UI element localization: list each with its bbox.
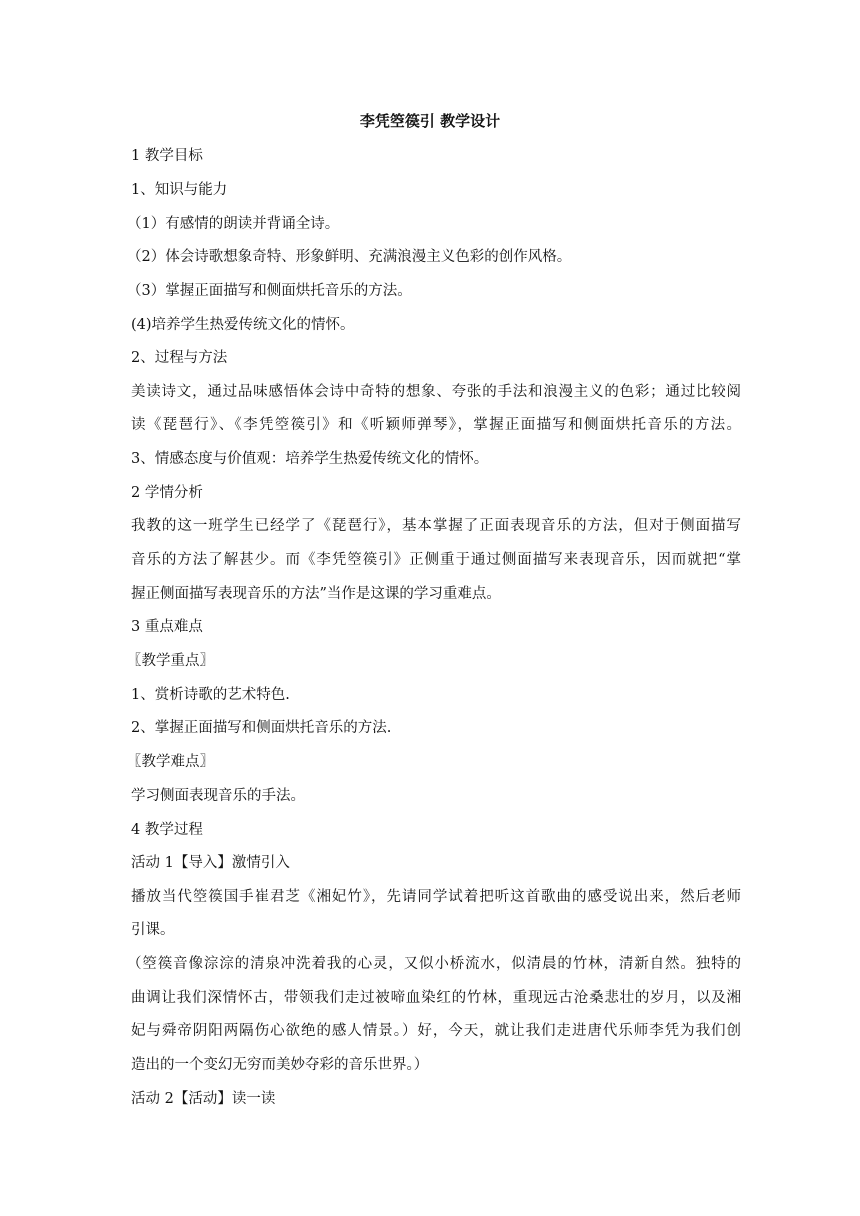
activity-heading-1: 活动 1【导入】激情引入 (131, 855, 290, 871)
paragraph-line: （箜篌音像淙淙的清泉冲洗着我的心灵，又似小桥流水，似清晨的竹林，清新自然。独特的 (127, 956, 741, 972)
section-heading-analysis: 2 学情分析 (131, 485, 203, 501)
objective-item-4: (4)培养学生热爱传统文化的情怀。 (131, 317, 355, 333)
document-title: 李凭箜篌引 教学设计 (359, 112, 501, 130)
section-heading-objectives: 1 教学目标 (131, 148, 203, 164)
subheading-knowledge: 1、知识与能力 (131, 182, 228, 198)
paragraph-line: 引课。 (131, 922, 175, 938)
paragraph-line: 握正侧面描写表现音乐的方法”当作是这课的学习重难点。 (131, 586, 501, 602)
paragraph-line: 曲调让我们深情怀古，带领我们走过被啼血染红的竹林，重现远古沧桑悲壮的岁月，以及湘 (131, 990, 741, 1006)
objective-item-1: （1）有感情的朗读并背诵全诗。 (127, 216, 340, 232)
paragraph-line: 造出的一个变幻无穷而美妙夺彩的音乐世界。） (131, 1057, 429, 1073)
paragraph-line: 妃与舜帝阴阳两隔伤心欲绝的感人情景。）好，今天，就让我们走进唐代乐师李凭为我们创 (131, 1023, 741, 1039)
subheading-emotion: 3、情感态度与价值观：培养学生热爱传统文化的情怀。 (131, 451, 489, 467)
paragraph-line: 读《琵琶行》、《李凭箜篌引》和《听颖师弹琴》，掌握正面描写和侧面烘托音乐的方法。 (131, 417, 741, 433)
paragraph-line: 美读诗文，通过品味感悟体会诗中奇特的想象、夸张的手法和浪漫主义的色彩；通过比较阅 (131, 384, 741, 400)
key-item-2: 2、掌握正面描写和侧面烘托音乐的方法. (131, 720, 392, 736)
section-heading-keypoints: 3 重点难点 (131, 619, 203, 635)
objective-item-2: （2）体会诗歌想象奇特、形象鲜明、充满浪漫主义色彩的创作风格。 (127, 249, 572, 265)
subheading-key: 〖教学重点〗 (127, 653, 214, 669)
subheading-difficulty: 〖教学难点〗 (127, 754, 214, 770)
paragraph-line: 我教的这一班学生已经学了《琵琶行》，基本掌握了正面表现音乐的方法，但对于侧面描写 (131, 518, 741, 534)
objective-item-3: （3）掌握正面描写和侧面烘托音乐的方法。 (127, 283, 412, 299)
paragraph-line: 播放当代箜篌国手崔君芝《湘妃竹》，先请同学试着把听这首歌曲的感受说出来，然后老师 (131, 889, 741, 905)
activity-heading-2: 活动 2【活动】读一读 (131, 1091, 276, 1107)
subheading-process: 2、过程与方法 (131, 350, 228, 366)
key-item-1: 1、赏析诗歌的艺术特色. (131, 687, 290, 703)
section-heading-process: 4 教学过程 (131, 822, 203, 838)
difficulty-item: 学习侧面表现音乐的手法。 (131, 788, 305, 804)
paragraph-line: 音乐的方法了解甚少。而《李凭箜篌引》正侧重于通过侧面描写来表现音乐，因而就把“掌 (131, 552, 741, 568)
